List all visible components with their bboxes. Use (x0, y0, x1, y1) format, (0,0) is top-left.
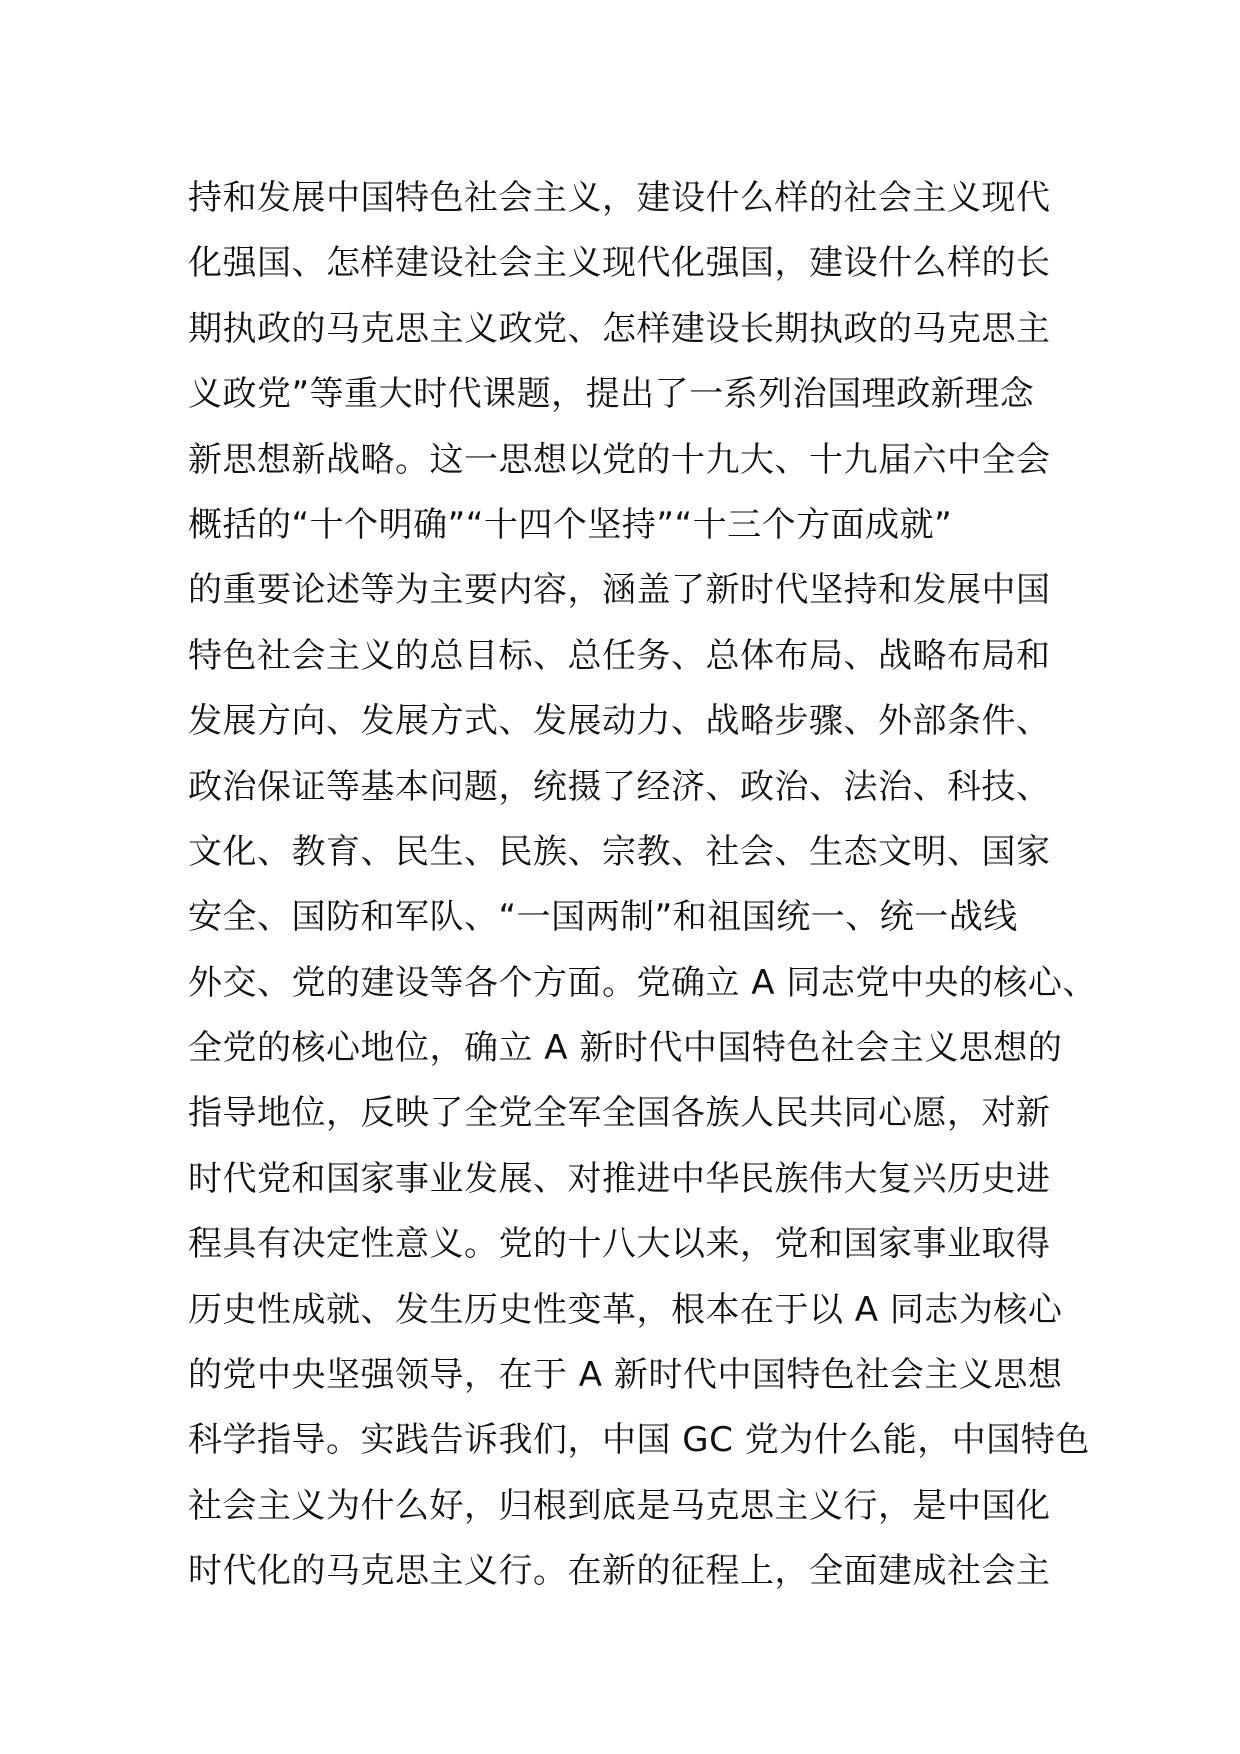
text-line: 文化、教育、民生、民族、宗教、社会、生态文明、国家 (188, 831, 1051, 872)
text-line: 义政党”等重大时代课题，提出了一系列治国理政新理念 (188, 374, 1035, 415)
text-line: 的党中央坚强领导，在于 A 新时代中国特色社会主义思想 (188, 1355, 1063, 1396)
text-line: 新思想新战略。这一思想以党的十九大、十九届六中全会 (188, 439, 1051, 480)
text-line: 历史性成就、发生历史性变革，根本在于以 A 同志为核心 (188, 1289, 1063, 1330)
text-line: 的重要论述等为主要内容，涵盖了新时代坚持和发展中国 (188, 570, 1051, 611)
text-line: 时代党和国家事业发展、对推进中华民族伟大复兴历史进 (188, 1158, 1051, 1199)
text-line: 政治保证等基本问题，统摄了经济、政治、法治、科技、 (188, 766, 1051, 807)
text-line: 发展方向、发展方式、发展动力、战略步骤、外部条件、 (188, 701, 1051, 742)
text-line: 指导地位，反映了全党全军全国各族人民共同心愿，对新 (188, 1093, 1051, 1134)
text-line: 特色社会主义的总目标、总任务、总体布局、战略布局和 (188, 635, 1051, 676)
text-line: 期执政的马克思主义政党、怎样建设长期执政的马克思主 (188, 308, 1051, 349)
text-line: 科学指导。实践告诉我们，中国 GC 党为什么能，中国特色 (188, 1420, 1090, 1461)
text-line: 时代化的马克思主义行。在新的征程上，全面建成社会主 (188, 1551, 1051, 1592)
text-line: 社会主义为什么好，归根到底是马克思主义行，是中国化 (188, 1485, 1051, 1526)
text-line: 安全、国防和军队、“一国两制”和祖国统一、统一战线 (188, 897, 1018, 938)
text-line: 化强国、怎样建设社会主义现代化强国，建设什么样的长 (188, 243, 1051, 284)
text-line: 程具有决定性意义。党的十八大以来，党和国家事业取得 (188, 1224, 1051, 1265)
text-line: 全党的核心地位，确立 A 新时代中国特色社会主义思想的 (188, 1028, 1063, 1069)
text-line: 概括的“十个明确”“十四个坚持”“十三个方面成就” (188, 504, 953, 545)
body-paragraph (188, 166, 1097, 1605)
text-line: 外交、党的建设等各个方面。党确立 A 同志党中央的核心、 (188, 962, 1097, 1003)
text-line: 持和发展中国特色社会主义，建设什么样的社会主义现代 (188, 178, 1051, 218)
